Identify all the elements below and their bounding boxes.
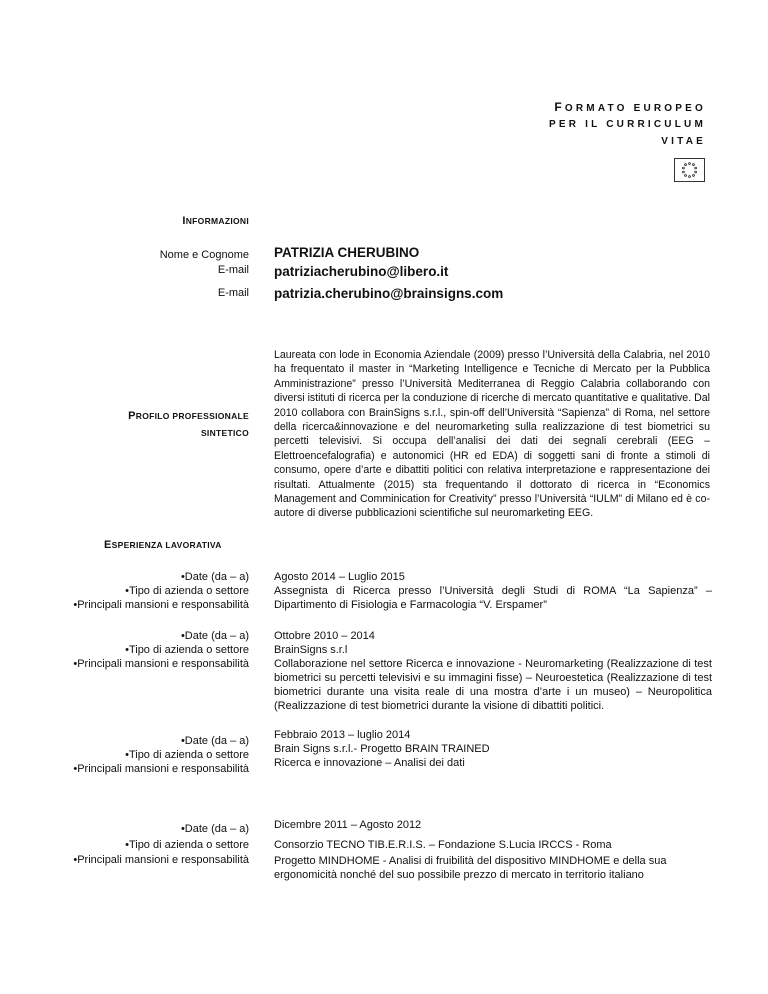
exp-date: Agosto 2014 – Luglio 2015 [274, 571, 405, 583]
profile-summary: Laureata con lode in Economia Aziendale (2009) presso l’Università della Calabria, nel 2010 ha frequentato il master in “Marketing Intelligence e Tecniche di Mercato per la Pubblica Amministrazione” presso l’Università Mediterranea di Reggio Calabria collaborando con diversi istituti di ricerca per la conduzione di ricerche di mercato quantitative e qualitative. Dal 2010 collabora con BrainSigns s.r.l., spin-off dell’Università “Sapienza” di Roma, nel settore della ricerca&innovazione e del neuromarketing sulla realizzazione di test biometrici su percetti televisivi. Si occupa dell’analisi dei dati dei segnali cerebrali (EEG – Elettroencefalografia) e autonomici (HR ed EDA) di soggetti sani di fronte a stimoli di consumo, opere d’arte e dibattiti politici con relativa interpretazione e rappresentazione dei risultati. Attualmente (2015) sta frequentando il dottorato di ricerca in “Economics Management and Comminication for Creativity” presso l’Università “IULM” di Milano ed è co-autore di diverse pubblicazioni scientifiche sul neuromarketing EEG. [274, 349, 710, 520]
exp-entry [274, 728, 712, 770]
email-label: E-mail [217, 264, 249, 276]
date-label: • Date (da – a) [60, 570, 249, 584]
duties-label: • Principali mansioni e responsabilità [60, 598, 249, 612]
exp-duties: Progetto MINDHOME - Analisi di fruibilità del dispositivo MINDHOME e della sua ergonomicità nonché del suo possibile prezzo di mercato in territorio italiano [274, 855, 667, 881]
email-value-2: patrizia.cherubino@brainsigns.com [274, 286, 504, 301]
name-label: Nome e Cognome [159, 249, 249, 261]
cv-format-subtitle: PER IL CURRICULUM [549, 119, 706, 130]
exp-date: Febbraio 2013 – luglio 2014 [274, 729, 411, 741]
exp-entry [274, 570, 712, 612]
exp-entry [274, 629, 712, 713]
email-value: patriziacherubino@libero.it [274, 264, 449, 279]
section-heading-esperienza: ESPERIENZA LAVORATIVA [104, 539, 222, 551]
duties-label: • Principali mansioni e responsabilità [60, 762, 249, 776]
duties-label: • Principali mansioni e responsabilità [60, 853, 249, 869]
company-label: • Tipo di azienda o settore [60, 643, 249, 657]
email-label-2: E-mail [217, 287, 249, 299]
exp-company: Brain Signs s.r.l.- Progetto BRAIN TRAINED [274, 743, 490, 755]
exp-date: Ottobre 2010 – 2014 [274, 630, 375, 642]
exp-labels [60, 822, 249, 869]
exp-duties: Ricerca e innovazione – Analisi dei dati [274, 757, 465, 769]
section-heading-informazioni: INFORMAZIONI [182, 215, 249, 227]
section-heading-profilo: PROFILO PROFESSIONALE SINTETICO [128, 410, 249, 438]
exp-date: Dicembre 2011 – Agosto 2012 [274, 819, 422, 831]
exp-labels [60, 734, 249, 776]
exp-labels [60, 629, 249, 671]
duties-label: • Principali mansioni e responsabilità [60, 657, 249, 671]
date-label: • Date (da – a) [60, 629, 249, 643]
company-label: • Tipo di azienda o settore [60, 838, 249, 854]
exp-labels [60, 570, 249, 612]
date-label: • Date (da – a) [60, 734, 249, 748]
exp-description: Assegnista di Ricerca presso l’Università degli Studi di ROMA “La Sapienza” – Dipartimento di Fisiologia e Farmacologia “V. Erspamer” [274, 585, 712, 611]
exp-company: Consorzio TECNO TIB.E.R.I.S. – Fondazione S.Lucia IRCCS - Roma [274, 839, 612, 851]
date-label: • Date (da – a) [60, 822, 249, 838]
exp-entry [274, 818, 712, 882]
full-name: PATRIZIA CHERUBINO [274, 245, 420, 260]
exp-company: BrainSigns s.r.l [274, 644, 348, 656]
exp-duties: Collaborazione nel settore Ricerca e innovazione - Neuromarketing (Realizzazione di test biometrici su percetti televisivi e su immagini fisse) – Neuroestetica (Realizzazione di test biometrici durante una visita reale di una mostra d’arte i un museo) – Neuropolitica (Realizzazione di test biometrici durante la visione di dibattiti politici. [274, 658, 712, 712]
eu-flag-icon [674, 158, 705, 182]
company-label: • Tipo di azienda o settore [60, 748, 249, 762]
company-label: • Tipo di azienda o settore [60, 584, 249, 598]
cv-format-title: FORMATO EUROPEO [554, 100, 706, 114]
cv-format-subtitle-2: VITAE [661, 136, 706, 147]
